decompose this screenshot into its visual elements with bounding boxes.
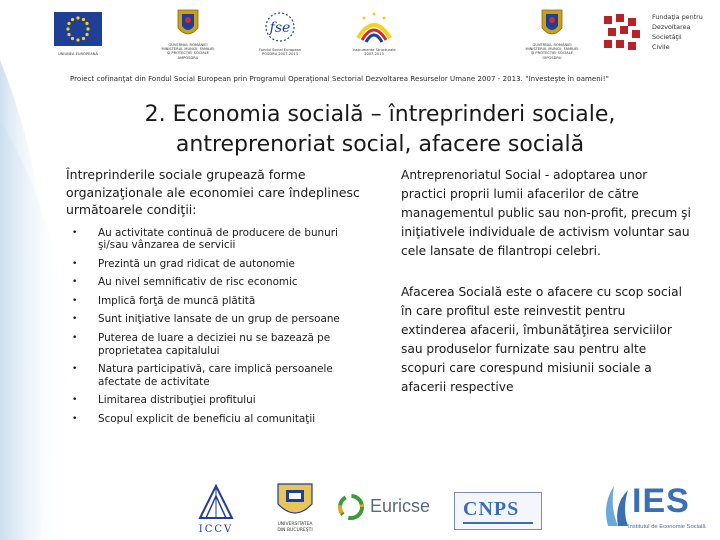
social-enterprises-intro — [66, 166, 366, 219]
list-item — [66, 332, 366, 357]
bullet-icon: • — [72, 333, 78, 344]
fdsc-caption: Fundaţia pentru Dezvoltarea Societăţii Civile — [652, 13, 703, 51]
list-item-text: Prezintă un grad ridicat de autonomie — [98, 257, 295, 270]
header-logo-strip — [0, 0, 720, 72]
cnps-underline — [463, 522, 533, 524]
eu-caption: UNIUNEA EUROPEANĂ — [58, 52, 98, 56]
left-column — [66, 166, 366, 432]
list-item — [66, 295, 366, 308]
list-item-text: Implică forţă de muncă plătită — [98, 294, 256, 307]
cnps-text: CNPS — [463, 498, 520, 520]
svg-text:fse: fse — [269, 20, 291, 36]
iccv-icon — [186, 482, 246, 522]
university-crest-icon — [270, 482, 320, 520]
bullet-icon: • — [72, 258, 78, 269]
list-item-text: Puterea de luare a deciziei nu se bazează pe proprietatea capitalului — [98, 332, 331, 357]
bullet-icon: • — [72, 414, 78, 425]
list-item-text: Au activitate continuă de producere de bunuri şi/sau vânzarea de servicii — [98, 226, 338, 252]
social-business-definition — [401, 283, 691, 397]
list-item — [66, 227, 366, 252]
romania-government-caption: GUVERNUL ROMÂNIEI MINISTERUL MUNCII, FAMILIEI ŞI PROTECŢIEI SOCIALE AMPOSDRU — [161, 43, 215, 60]
list-item-text: Au nivel semnificativ de risc economic — [98, 276, 298, 289]
eu-flag-logo — [54, 12, 102, 68]
list-item — [66, 394, 366, 407]
fse-caption: Fondul Social European POSDRU 2007-2013 — [258, 48, 302, 57]
bullet-icon: • — [72, 364, 78, 375]
bullet-icon: • — [72, 227, 78, 238]
ministry-logo — [512, 8, 592, 70]
list-item-text: Limitarea distribuţiei profitului — [98, 394, 256, 407]
slide-title — [60, 100, 700, 160]
right-column — [401, 166, 691, 397]
university-text: UNIVERSITATEA DIN BUCUREŞTI — [277, 522, 313, 533]
euricse-icon — [336, 492, 366, 522]
list-item — [66, 363, 366, 388]
iccv-logo — [186, 482, 246, 538]
ies-logo — [600, 480, 718, 538]
bullet-icon: • — [72, 295, 78, 306]
title-line-1: 2. Economia socială – întreprinderi sociale, — [144, 102, 616, 127]
instrumente-structurale-logo — [334, 8, 414, 70]
romania-government-logo — [150, 8, 226, 70]
p2-term: Afacerea Socială — [401, 285, 503, 299]
ies-text: IES — [632, 482, 690, 520]
list-item-text: Scopul explicit de beneficiu al comunitaţii — [98, 413, 316, 426]
lead-term: Întreprinderile sociale — [66, 167, 203, 182]
list-item — [66, 258, 366, 271]
conditions-list — [66, 227, 366, 426]
bullet-icon: • — [72, 314, 78, 325]
p2-rest: este o afacere cu scop social în care profitul este reinvestit pentru extinderea afacerii, îmbunătăţirea serviciilor sau produselor furnizate sau pentru alte scopuri care corespund misiunii sociale a afacerii respective — [401, 285, 682, 394]
ies-subtext: Institutul de Economie Socială — [628, 524, 706, 530]
p1-term: Antreprenoriatul Social — [401, 168, 542, 182]
project-cofinancing-line: Proiect cofinanţat din Fondul Social European prin Programul Operaţional Sectorial Dezvoltarea Resurselor Umane 2007 - 2013. "Investeşte în oameni!" — [70, 75, 609, 83]
euricse-text: Euricse — [370, 496, 431, 516]
list-item-text: Sunt iniţiative lansate de un grup de persoane — [98, 313, 340, 326]
fse-logo — [240, 8, 320, 70]
university-logo — [270, 482, 320, 538]
instrumente-caption: Instrumente Structurale 2007-2013 — [352, 48, 396, 57]
instrumente-icon — [334, 8, 414, 46]
iccv-text: ICCV — [198, 524, 234, 535]
ies-icon — [600, 484, 632, 528]
title-line-2: antreprenoriat social, afacere socială — [175, 132, 585, 157]
social-entrepreneurship-definition — [401, 166, 691, 261]
euricse-logo — [336, 492, 440, 532]
lead-rest: grupează forme organizaţionale ale economiei care îndeplinesc următoarele condiţii: — [66, 167, 360, 217]
fdsc-logo — [598, 10, 708, 66]
ministry-caption: GUVERNUL ROMÂNIEI MINISTERUL MUNCII, FAMILIEI ŞI PROTECŢIEI SOCIALE OIPOSDRU — [525, 43, 579, 60]
cnps-logo — [454, 492, 542, 530]
footer-logo-strip — [0, 480, 720, 540]
p1-rest: - adoptarea unor practici proprii lumii afacerilor de către managementul public sau non-profit, precum şi iniţiativele individuale de activism voluntar sau cele lansate de filantropi celebri. — [401, 168, 691, 258]
fdsc-icon — [598, 10, 648, 60]
list-item — [66, 276, 366, 289]
list-item — [66, 413, 366, 426]
fse-icon — [240, 8, 320, 46]
list-item — [66, 313, 366, 326]
list-item-text: Natura participativă, care implică persoanele afectate de activitate — [98, 363, 333, 388]
crest-icon — [150, 8, 226, 42]
eu-flag-icon — [54, 12, 102, 46]
ministry-crest-icon — [512, 8, 592, 42]
bullet-icon: • — [72, 395, 78, 406]
bullet-icon: • — [72, 277, 78, 288]
